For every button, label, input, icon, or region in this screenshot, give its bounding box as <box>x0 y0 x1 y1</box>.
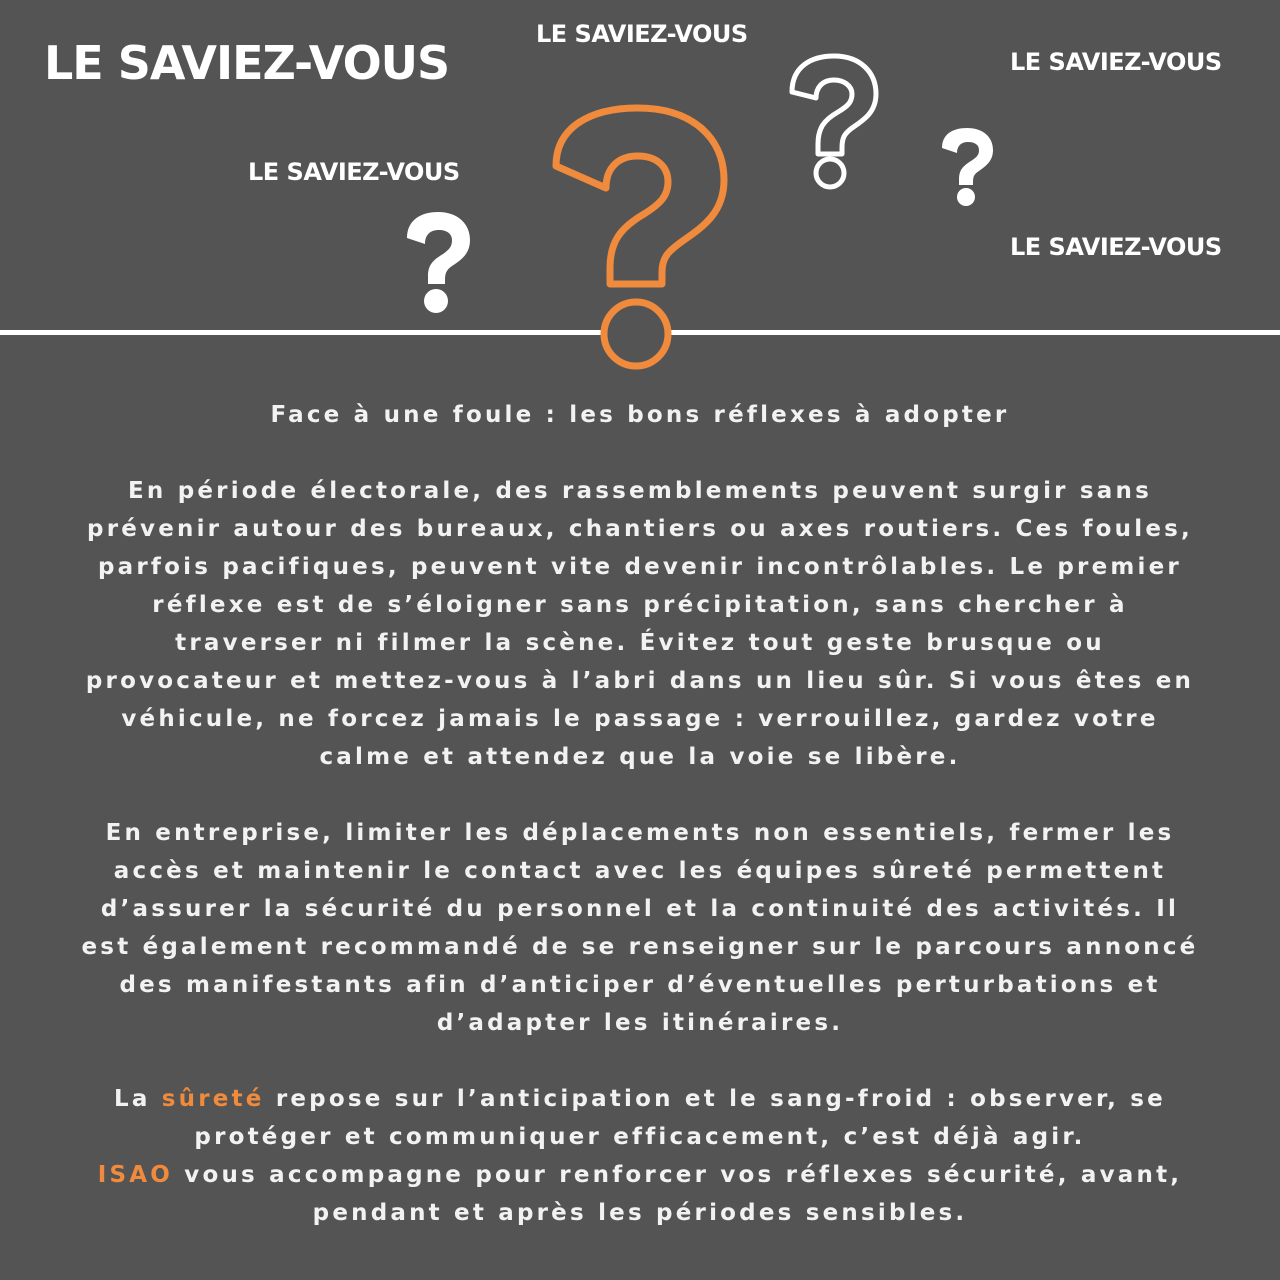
question-mark-solid-icon <box>938 126 998 208</box>
heading-middle-right: LE SAVIEZ-VOUS <box>1010 233 1222 261</box>
paragraph-closing <box>80 1080 1200 1232</box>
highlight-surete: sûreté <box>161 1086 265 1112</box>
question-mark-large-orange-icon <box>548 104 732 374</box>
question-mark-solid-icon <box>402 210 474 316</box>
paragraph-business: En entreprise, limiter les déplacements non essentiels, fermer les accès et maintenir le contact avec les équipes sûreté permettent d’assurer la sécurité du personnel et la continuité des activités. Il est également recommandé de se renseigner sur le parcours annoncé des manifestants afin d’anticiper d’éventuelles perturbations et d’adapter les itinéraires. <box>81 820 1199 1036</box>
closing-end: vous accompagne pour renforcer vos réflexes sécurité, avant, pendant et après les périodes sensibles. <box>173 1162 1183 1226</box>
closing-middle: repose sur l’anticipation et le sang-froid : observer, se protéger et communiquer efficacement, c’est déjà agir. <box>194 1086 1166 1150</box>
paragraph-crowds: En période électorale, des rassemblements peuvent surgir sans prévenir autour des bureaux, chantiers ou axes routiers. Ces foules, parfois pacifiques, peuvent vite devenir incontrôlables. Le premier réflexe est de s’éloigner sans précipitation, sans chercher à traverser ni filmer la scène. Évitez tout geste brusque ou provocateur et mettez-vous à l’abri dans un lieu sûr. Si vous êtes en véhicule, ne forcez jamais le passage : verrouillez, gardez votre calme et attendez que la voie se libère. <box>85 478 1195 770</box>
article-body <box>80 396 1200 1232</box>
closing-intro: La <box>114 1086 162 1112</box>
question-mark-outline-icon <box>780 52 890 192</box>
heading-top-right: LE SAVIEZ-VOUS <box>1010 48 1222 76</box>
article-title: Face à une foule : les bons réflexes à adopter <box>270 402 1010 428</box>
heading-middle-left: LE SAVIEZ-VOUS <box>248 158 460 186</box>
main-heading: LE SAVIEZ-VOUS <box>44 36 450 90</box>
heading-top-center: LE SAVIEZ-VOUS <box>536 20 748 48</box>
brand-isao: ISAO <box>97 1162 174 1188</box>
